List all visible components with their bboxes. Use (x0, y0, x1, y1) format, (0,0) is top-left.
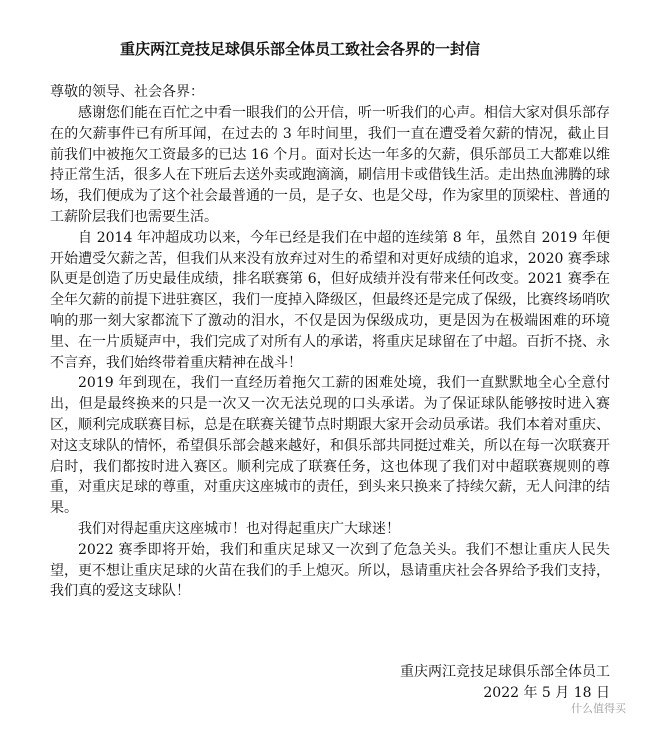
body-paragraph: 2019 年到现在，我们一直经历着拖欠工薪的困难处境，我们一直默默地全心全意付出，但是最终换来的只是一次又一次无法兑现的口头承诺。为了保证球队能够按时进入赛区，顺利完成联赛目标，总是在联赛关键节点时期跟大家开会动员承诺。我们本着对重庆、对这支球队的情怀，希望俱乐部会越来越好，和俱乐部共同挺过难关，所以在每一次联赛开启时，我们都按时进入赛区。顺利完成了联赛任务，这也体现了我们对中超联赛规则的尊重，对重庆足球的尊重，对重庆这座城市的责任，到头来只换来了持续欠薪，无人问津的结果。 (50, 375, 610, 517)
letter-signature (400, 662, 610, 704)
body-paragraph: 2022 赛季即将开始，我们和重庆足球又一次到了危急关头。我们不想让重庆人民失望，更不想让重庆足球的火苗在我们的手上熄灭。所以，恳请重庆社会各界给予我们支持，我们真的爱这支球队！ (50, 541, 610, 600)
body-paragraph: 我们对得起重庆这座城市！也对得起重庆广大球迷！ (78, 520, 400, 537)
letter-body (50, 103, 610, 602)
signature-organization: 重庆两江竞技足球俱乐部全体员工 (400, 664, 610, 680)
site-watermark: 什么值得买 (571, 702, 626, 715)
signature-date: 2022 年 5 月 18 日 (483, 685, 610, 701)
body-paragraph: 感谢您们能在百忙之中看一眼我们的公开信，听一听我们的心声。相信大家对俱乐部存在的欠薪事件已有所耳闻，在过去的 3 年时间里，我们一直在遭受着欠薪的情况，截止目前我们中被拖欠工资最多的已达 16 个月。面对长达一年多的欠薪，俱乐部员工大都难以维持正常生活，很多人在下班后去送外卖或跑滴滴，刷信用卡或借钱生活。走出热血沸腾的球场，我们便成为了这个社会最普通的一员，是子女、也是父母，作为家里的顶梁柱、普通的工薪阶层我们也需要生活。 (50, 105, 610, 225)
letter-title: 重庆两江竞技足球俱乐部全体员工致社会各界的一封信 (120, 40, 481, 58)
letter-salutation: 尊敬的领导、社会各界： (50, 84, 204, 100)
body-paragraph: 自 2014 年冲超成功以来，今年已经是我们在中超的连续第 8 年，虽然自 2019 年便开始遭受欠薪之苦，但我们从来没有放弃过对生的希望和对更好成绩的追求，2020 赛季球队更是创造了历史最佳成绩，排名联赛第 6，但好成绩并没有带来任何改变。2021 赛季在全年欠薪的前提下进驻赛区，我们一度掉入降级区，但最终还是完成了保级，比赛终场哨吹响的那一刻大家都流下了激动的泪水，不仅是因为保级成功，更是因为在极端困难的环境里、在一片质疑声中，我们完成了对所有人的承诺，将重庆足球留在了中超。百折不挠、永不言弃，我们始终带着重庆精神在战斗！ (50, 229, 610, 371)
